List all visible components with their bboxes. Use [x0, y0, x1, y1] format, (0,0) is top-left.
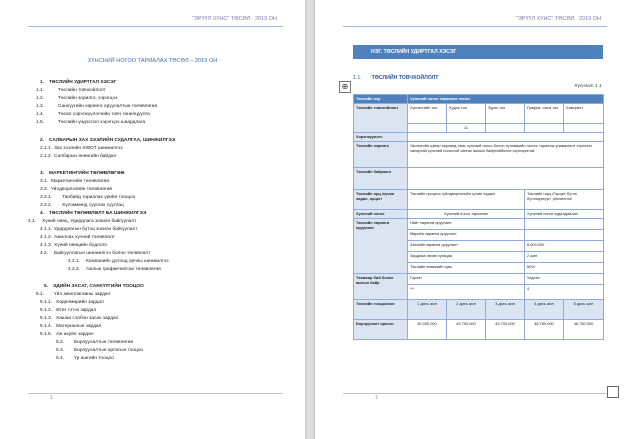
- table-cell[interactable]: Хүнсний ногоо тариалах төсөл: [408, 95, 604, 104]
- table-cell[interactable]: [564, 124, 604, 133]
- project-summary-table: [353, 94, 604, 340]
- toc-item[interactable]: 5.2. Борлуулалтын төлөвлөгөө: [56, 340, 134, 345]
- toc-item[interactable]: 5.1.5. Аж ахуйн зардал: [40, 332, 94, 337]
- table-cell[interactable]: Төсвөөр бий болох ажлын байр: [354, 274, 408, 300]
- table-cell[interactable]: 5 дахь жил: [564, 300, 604, 320]
- table-cell[interactable]: 46,780,000: [564, 320, 604, 340]
- table-cell[interactable]: Төслийн зорилго: [354, 142, 408, 168]
- table-row: [354, 300, 604, 320]
- table-row: [354, 168, 604, 190]
- table-cell[interactable]: 2 жил: [525, 252, 604, 263]
- header-org: "ЭРҮҮЛ ХҮНС" ТӨСӨЛ: [191, 16, 251, 22]
- toc-item[interactable]: 1.1. Төслийн товчхойлолт: [36, 88, 106, 93]
- table-cell[interactable]: [408, 133, 604, 142]
- table-cell[interactable]: 43,700,000: [447, 320, 486, 340]
- table-move-handle-icon[interactable]: ⊕: [339, 81, 351, 93]
- table-row: [354, 219, 604, 230]
- table-cell[interactable]: Зураг тоо: [486, 104, 525, 124]
- table-cell[interactable]: [525, 124, 564, 133]
- table-cell[interactable]: 1 дахь жил: [408, 300, 447, 320]
- toc-item[interactable]: 3.1. Маркетингийн төлөвлөгөө: [40, 179, 109, 184]
- toc-item[interactable]: 3. МАРКЕТИНГИЙН ТӨЛӨВЛӨГӨӨ: [40, 171, 125, 176]
- toc-item[interactable]: 1.2. Төслийн зорилго, хэрэгцээ: [36, 96, 118, 101]
- toc-item[interactable]: 3.2.1. Таобайд тариалах үрийн тоощоо: [40, 195, 136, 200]
- table-cell[interactable]: Өөрийн хөрөнгө оруулалт: [408, 230, 525, 241]
- toc-item[interactable]: 4.1. Хүний нөөц, Удирдлага зохион байгуулалт: [28, 219, 137, 224]
- toc-item[interactable]: 4.2.2. Ажлын графикчилсан төлөвлөгөө: [68, 267, 161, 272]
- header-year: 2019 ОН: [254, 16, 277, 22]
- table-row: [354, 190, 604, 210]
- table-cell[interactable]: Төслийн процесс /үйлдвэрлэлийн хүчин чадал/: [408, 190, 525, 210]
- section-heading: 1.1. ТӨСЛИЙН ТОВЧХОЙЛОЛТ: [353, 75, 439, 81]
- table-cell[interactable]: Төслийн тооцоолол: [354, 300, 408, 320]
- toc-item[interactable]: 4.1.2. Ажиллах хүчний төлөвлөлт: [40, 235, 115, 240]
- toc-item[interactable]: 5.4. Үр ашгийн тооцоо: [56, 356, 114, 361]
- header-rule: [28, 26, 283, 27]
- table-cell[interactable]: [525, 219, 604, 230]
- table-cell[interactable]: 43,700,000: [486, 320, 525, 340]
- toc-item[interactable]: 2. САЛБАРЫН ЗАХ ЗЭЭЛИЙН СУДАЛГАА, ШИНЖИЛГЭЭ: [40, 138, 176, 143]
- table-cell[interactable]: [408, 168, 604, 190]
- page-right: [315, 0, 629, 439]
- table-cell[interactable]: 4: [525, 285, 604, 300]
- table-cell[interactable]: 11: [447, 124, 486, 133]
- table-caption: Хүснэгт 1.1.: [574, 84, 603, 89]
- table-cell[interactable]: Үндсэн: [525, 274, 604, 285]
- table-cell[interactable]: 60%: [525, 263, 604, 274]
- table-cell[interactable]: 8,000,000: [525, 241, 604, 252]
- table-cell[interactable]: 30,000,000: [408, 320, 447, 340]
- table-row: [354, 274, 604, 285]
- table-cell[interactable]: 46,780,000: [525, 320, 564, 340]
- table-cell[interactable]: 3 дахь жил: [486, 300, 525, 320]
- table-cell[interactable]: Хавсралт: [564, 104, 604, 124]
- toc-item[interactable]: 5. ЭДИЙН ЗАСАГ, САНХҮҮГИЙН ТООЦОО: [44, 284, 144, 289]
- footer-rule: [343, 393, 607, 394]
- chapter-banner: НЭГ. ТӨСЛИЙН УДИРТГАЛ ХЭСЭГ: [353, 45, 603, 59]
- table-cell[interactable]: ***: [408, 285, 525, 300]
- header-org: "ЭРҮҮЛ ХҮНС" ТӨСӨЛ: [515, 16, 575, 22]
- toc-item[interactable]: 5.3. Борлуулалтын орлогын тооцоо: [56, 348, 144, 353]
- page-left: [0, 0, 305, 439]
- table-cell[interactable]: Хүнсний ногоо тариалах: [408, 210, 525, 219]
- toc-item[interactable]: 4.1.1. Удирдлагын бүтэц зохион байгуулалт: [40, 227, 138, 232]
- table-cell[interactable]: 4 дахь жил: [525, 300, 564, 320]
- toc-item[interactable]: 4.2.1. Компанийн дотоод орчны шинжилгээ: [68, 259, 169, 264]
- table-cell[interactable]: [486, 124, 525, 133]
- table-cell[interactable]: График, схем тоо: [525, 104, 564, 124]
- table-row: [354, 142, 604, 168]
- page-header: [516, 16, 601, 22]
- table-cell[interactable]: Төслийн өгөөжийн хувь: [408, 263, 525, 274]
- table-row: [354, 95, 604, 104]
- table-cell[interactable]: Нийт хөрөнгө оруулалт: [408, 219, 525, 230]
- table-cell[interactable]: Төслийн орц /хүчин чадал, орцог/: [354, 190, 408, 210]
- toc-item[interactable]: 3.2.2. Хүлэмжинд суулгах суулгац: [40, 203, 124, 208]
- table-row: [354, 320, 604, 340]
- toc-item[interactable]: 4.1.3. Хүний нөөцийн бодлого: [40, 243, 107, 248]
- page-header: [192, 16, 277, 22]
- table-row: [354, 104, 604, 124]
- header-rule: [343, 26, 607, 27]
- table-row: [354, 210, 604, 219]
- document-title: ХҮНСНИЙ НОГОО ТАРИАЛАХ ТӨСӨЛ – 2019 ОН: [87, 58, 218, 64]
- toc-item[interactable]: 1.4. Төсөл хэрэгжүүлэгчийн товч танилцуулга: [36, 112, 150, 117]
- table-cell[interactable]: [408, 124, 447, 133]
- table-cell[interactable]: Хүснэгтийн тоо: [408, 104, 447, 124]
- table-cell[interactable]: Төслийн товчхойлолт: [354, 104, 408, 133]
- table-cell[interactable]: 2 дахь жил: [447, 300, 486, 320]
- page-number-left: 1: [50, 395, 53, 401]
- toc-item[interactable]: 5.1.1. Хөдөлмөрийн зардал: [40, 300, 104, 305]
- table-cell[interactable]: Хэрэгжүүлэгч: [354, 133, 408, 142]
- toc-item[interactable]: 2.1.1. Зах зээлийн SWOT шинжилгээ: [40, 146, 123, 151]
- toc-item[interactable]: 1.3. Санхүүгийн хөрөнгө оруулалтын төлөвлөгөө: [36, 104, 158, 109]
- toc-item[interactable]: 1.5. Төслийн үндэслэл хэрэгцээ шаардлага: [36, 120, 146, 125]
- table-cell[interactable]: Гэрээт: [408, 274, 525, 285]
- table-cell[interactable]: Төслийн байршил: [354, 168, 408, 190]
- table-cell[interactable]: Зээлийн хөрөнгө оруулалт: [408, 241, 525, 252]
- toc-item[interactable]: 5.1. Үйл ажиллагааны зардал: [36, 292, 111, 297]
- table-cell[interactable]: Хүнсний ногоо худалдаалах: [525, 210, 604, 219]
- toc-item[interactable]: 4. ТӨСЛИЙН ТӨЛӨВЛӨЛТ БА ШИНЖИЛГЭЭ: [40, 211, 147, 216]
- table-cell[interactable]: [525, 230, 604, 241]
- toc-item[interactable]: 5.1.3. Хашаа сэлбэн засах зардал: [40, 316, 119, 321]
- toc-item[interactable]: 4.2. Байгууллагын шинжилгээ болон төлөвлөлт: [40, 251, 151, 256]
- header-year: 2019 ОН: [578, 16, 601, 22]
- table-cell[interactable]: Зардлаа нөхөх хугацаа: [408, 252, 525, 263]
- table-cell[interactable]: Борлуулалт орлого: [354, 320, 408, 340]
- toc-item[interactable]: 3.2. Үйлдвэрлэлийн төлөвлөгөө: [40, 187, 113, 192]
- table-cell[interactable]: Хүнсний ногоо: [354, 210, 408, 219]
- toc-item[interactable]: 1. ТӨСЛИЙН УДИРТГАЛ ХЭСЭГ: [40, 80, 117, 85]
- table-cell[interactable]: Хүдэс тоо: [447, 104, 486, 124]
- table-row: [354, 133, 604, 142]
- toc-item[interactable]: 5.1.4. Материалын зардал: [40, 324, 102, 329]
- table-cell[interactable]: Экологийн цэвэр хөрсөнд тэмс хүнсний ногоо болон хүлэмжийн ногоог тариалж уламжлалт хэрэглэх чанартай хүнсний ногоотой хангах ажлын байртайболох хэрэгцээтэй.: [408, 142, 604, 168]
- page-number-right: 1: [375, 395, 378, 401]
- table-cell[interactable]: Төслийн гарц /Гарцит бүтээ бүтээгдэхүүн, үйлчилгээ/: [525, 190, 604, 210]
- table-cell[interactable]: Төслийн хөрөнгө оруулалт: [354, 219, 408, 274]
- toc-item[interactable]: 5.1.2. Өтөг тэтэх зардал: [40, 308, 97, 313]
- footer-rule: [28, 393, 283, 394]
- table-cell[interactable]: Төслийн нэр: [354, 95, 408, 104]
- resize-handle[interactable]: [607, 386, 619, 398]
- toc-item[interactable]: 2.1.2. Салбарын өнөөгийн байдал: [40, 154, 117, 159]
